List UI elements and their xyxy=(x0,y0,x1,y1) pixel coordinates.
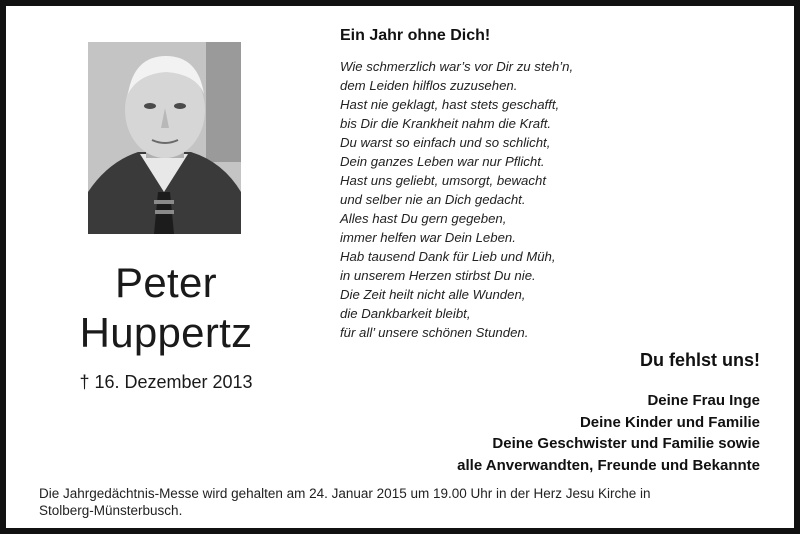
poem-text xyxy=(340,57,573,342)
poem-line: für all’ unsere schönen Stunden. xyxy=(340,325,529,340)
mourner-entry: Deine Frau Inge xyxy=(647,392,760,409)
poem-line: Die Zeit heilt nicht alle Wunden, xyxy=(340,287,526,302)
poem-line: dem Leiden hilflos zuzusehen. xyxy=(340,78,518,93)
poem-line: Hab tausend Dank für Lieb und Müh, xyxy=(340,249,556,264)
poem-line: die Dankbarkeit bleibt, xyxy=(340,306,471,321)
poem-line: in unserem Herzen stirbst Du nie. xyxy=(340,268,536,283)
mourner-entry: alle Anverwandten, Freunde und Bekannte xyxy=(457,456,760,474)
poem-title: Ein Jahr ohne Dich! xyxy=(340,27,491,44)
mourner-entry: Deine Geschwister und Familie sowie xyxy=(492,435,760,452)
deceased-first-name: Peter xyxy=(115,259,217,306)
closing-line: Du fehlst uns! xyxy=(640,350,760,370)
poem-line: Dein ganzes Leben war nur Pflicht. xyxy=(340,154,545,169)
mass-notice-line-2: Stolberg-Münsterbusch. xyxy=(39,503,183,518)
poem-line: Alles hast Du gern gegeben, xyxy=(340,211,507,226)
mass-notice-line-1: Die Jahrgedächtnis-Messe wird gehalten am 24. Januar 2015 um 19.00 Uhr in der Herz Jesu Kirche in xyxy=(39,486,651,501)
poem-line: Hast uns geliebt, umsorgt, bewacht xyxy=(340,173,546,188)
poem-line: bis Dir die Krankheit nahm die Kraft. xyxy=(340,116,552,131)
poem-line: und selber nie an Dich gedacht. xyxy=(340,192,526,207)
portrait-photo xyxy=(88,42,241,234)
poem-line: Hast nie geklagt, hast stets geschafft, xyxy=(340,97,560,112)
mourners-list xyxy=(457,390,760,476)
deceased-last-name: Huppertz xyxy=(79,309,253,356)
mourner-entry: Deine Kinder und Familie xyxy=(579,413,760,431)
poem-line: Du warst so einfach und so schlicht, xyxy=(340,135,551,150)
poem-line: immer helfen war Dein Leben. xyxy=(340,230,516,245)
portrait-illustration xyxy=(88,42,241,234)
poem-line: Wie schmerzlich war’s vor Dir zu steh’n, xyxy=(340,59,574,74)
memorial-mass-notice xyxy=(39,485,779,519)
death-date: † 16. Dezember 2013 xyxy=(79,372,253,392)
